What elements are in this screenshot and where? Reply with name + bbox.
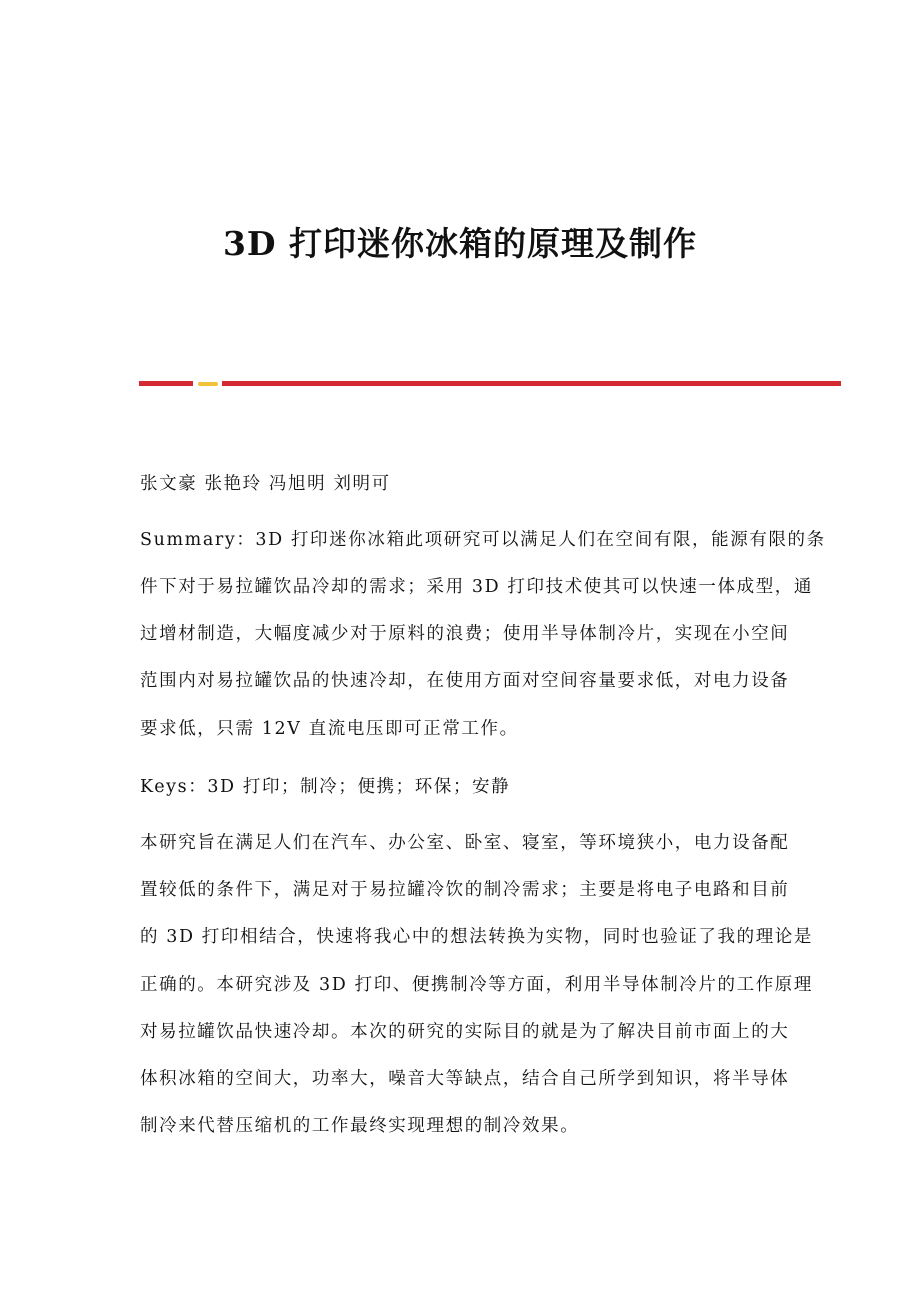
body-line: 置较低的条件下，满足对于易拉罐冷饮的制冷需求；主要是将电子电路和目前 — [140, 880, 790, 900]
body-line: 的 3D 打印相结合，快速将我心中的想法转换为实物，同时也验证了我的理论是 — [140, 927, 813, 947]
divider-ornament — [198, 382, 218, 386]
summary-line: 件下对于易拉罐饮品冷却的需求；采用 3D 打印技术使其可以快速一体成型，通 — [140, 577, 813, 597]
body-line: 制冷来代替压缩机的工作最终实现理想的制冷效果。 — [140, 1116, 580, 1136]
summary-line: 要求低，只需 12V 直流电压即可正常工作。 — [140, 719, 519, 739]
divider-right-segment — [222, 381, 841, 386]
body-line: 本研究旨在满足人们在汽车、办公室、卧室、寝室，等环境狭小，电力设备配 — [140, 833, 790, 853]
summary-line: 范围内对易拉罐饮品的快速冷却，在使用方面对空间容量要求低，对电力设备 — [140, 671, 790, 691]
authors: 张文豪 张艳玲 冯旭明 刘明可 — [140, 474, 391, 494]
summary-line: 过增材制造，大幅度减少对于原料的浪费；使用半导体制冷片，实现在小空间 — [140, 624, 790, 644]
keywords: Keys：3D 打印；制冷；便携；环保；安静 — [140, 777, 511, 797]
summary-line: Summary：3D 打印迷你冰箱此项研究可以满足人们在空间有限，能源有限的条 — [140, 530, 826, 550]
title-divider — [139, 381, 841, 386]
body-line: 体积冰箱的空间大，功率大，噪音大等缺点，结合自己所学到知识，将半导体 — [140, 1069, 790, 1089]
divider-left-segment — [139, 381, 193, 386]
body-line: 正确的。本研究涉及 3D 打印、便携制冷等方面，利用半导体制冷片的工作原理 — [140, 975, 813, 995]
document-title: 3D 打印迷你冰箱的原理及制作 — [222, 224, 698, 263]
body-line: 对易拉罐饮品快速冷却。本次的研究的实际目的就是为了解决目前市面上的大 — [140, 1022, 790, 1042]
